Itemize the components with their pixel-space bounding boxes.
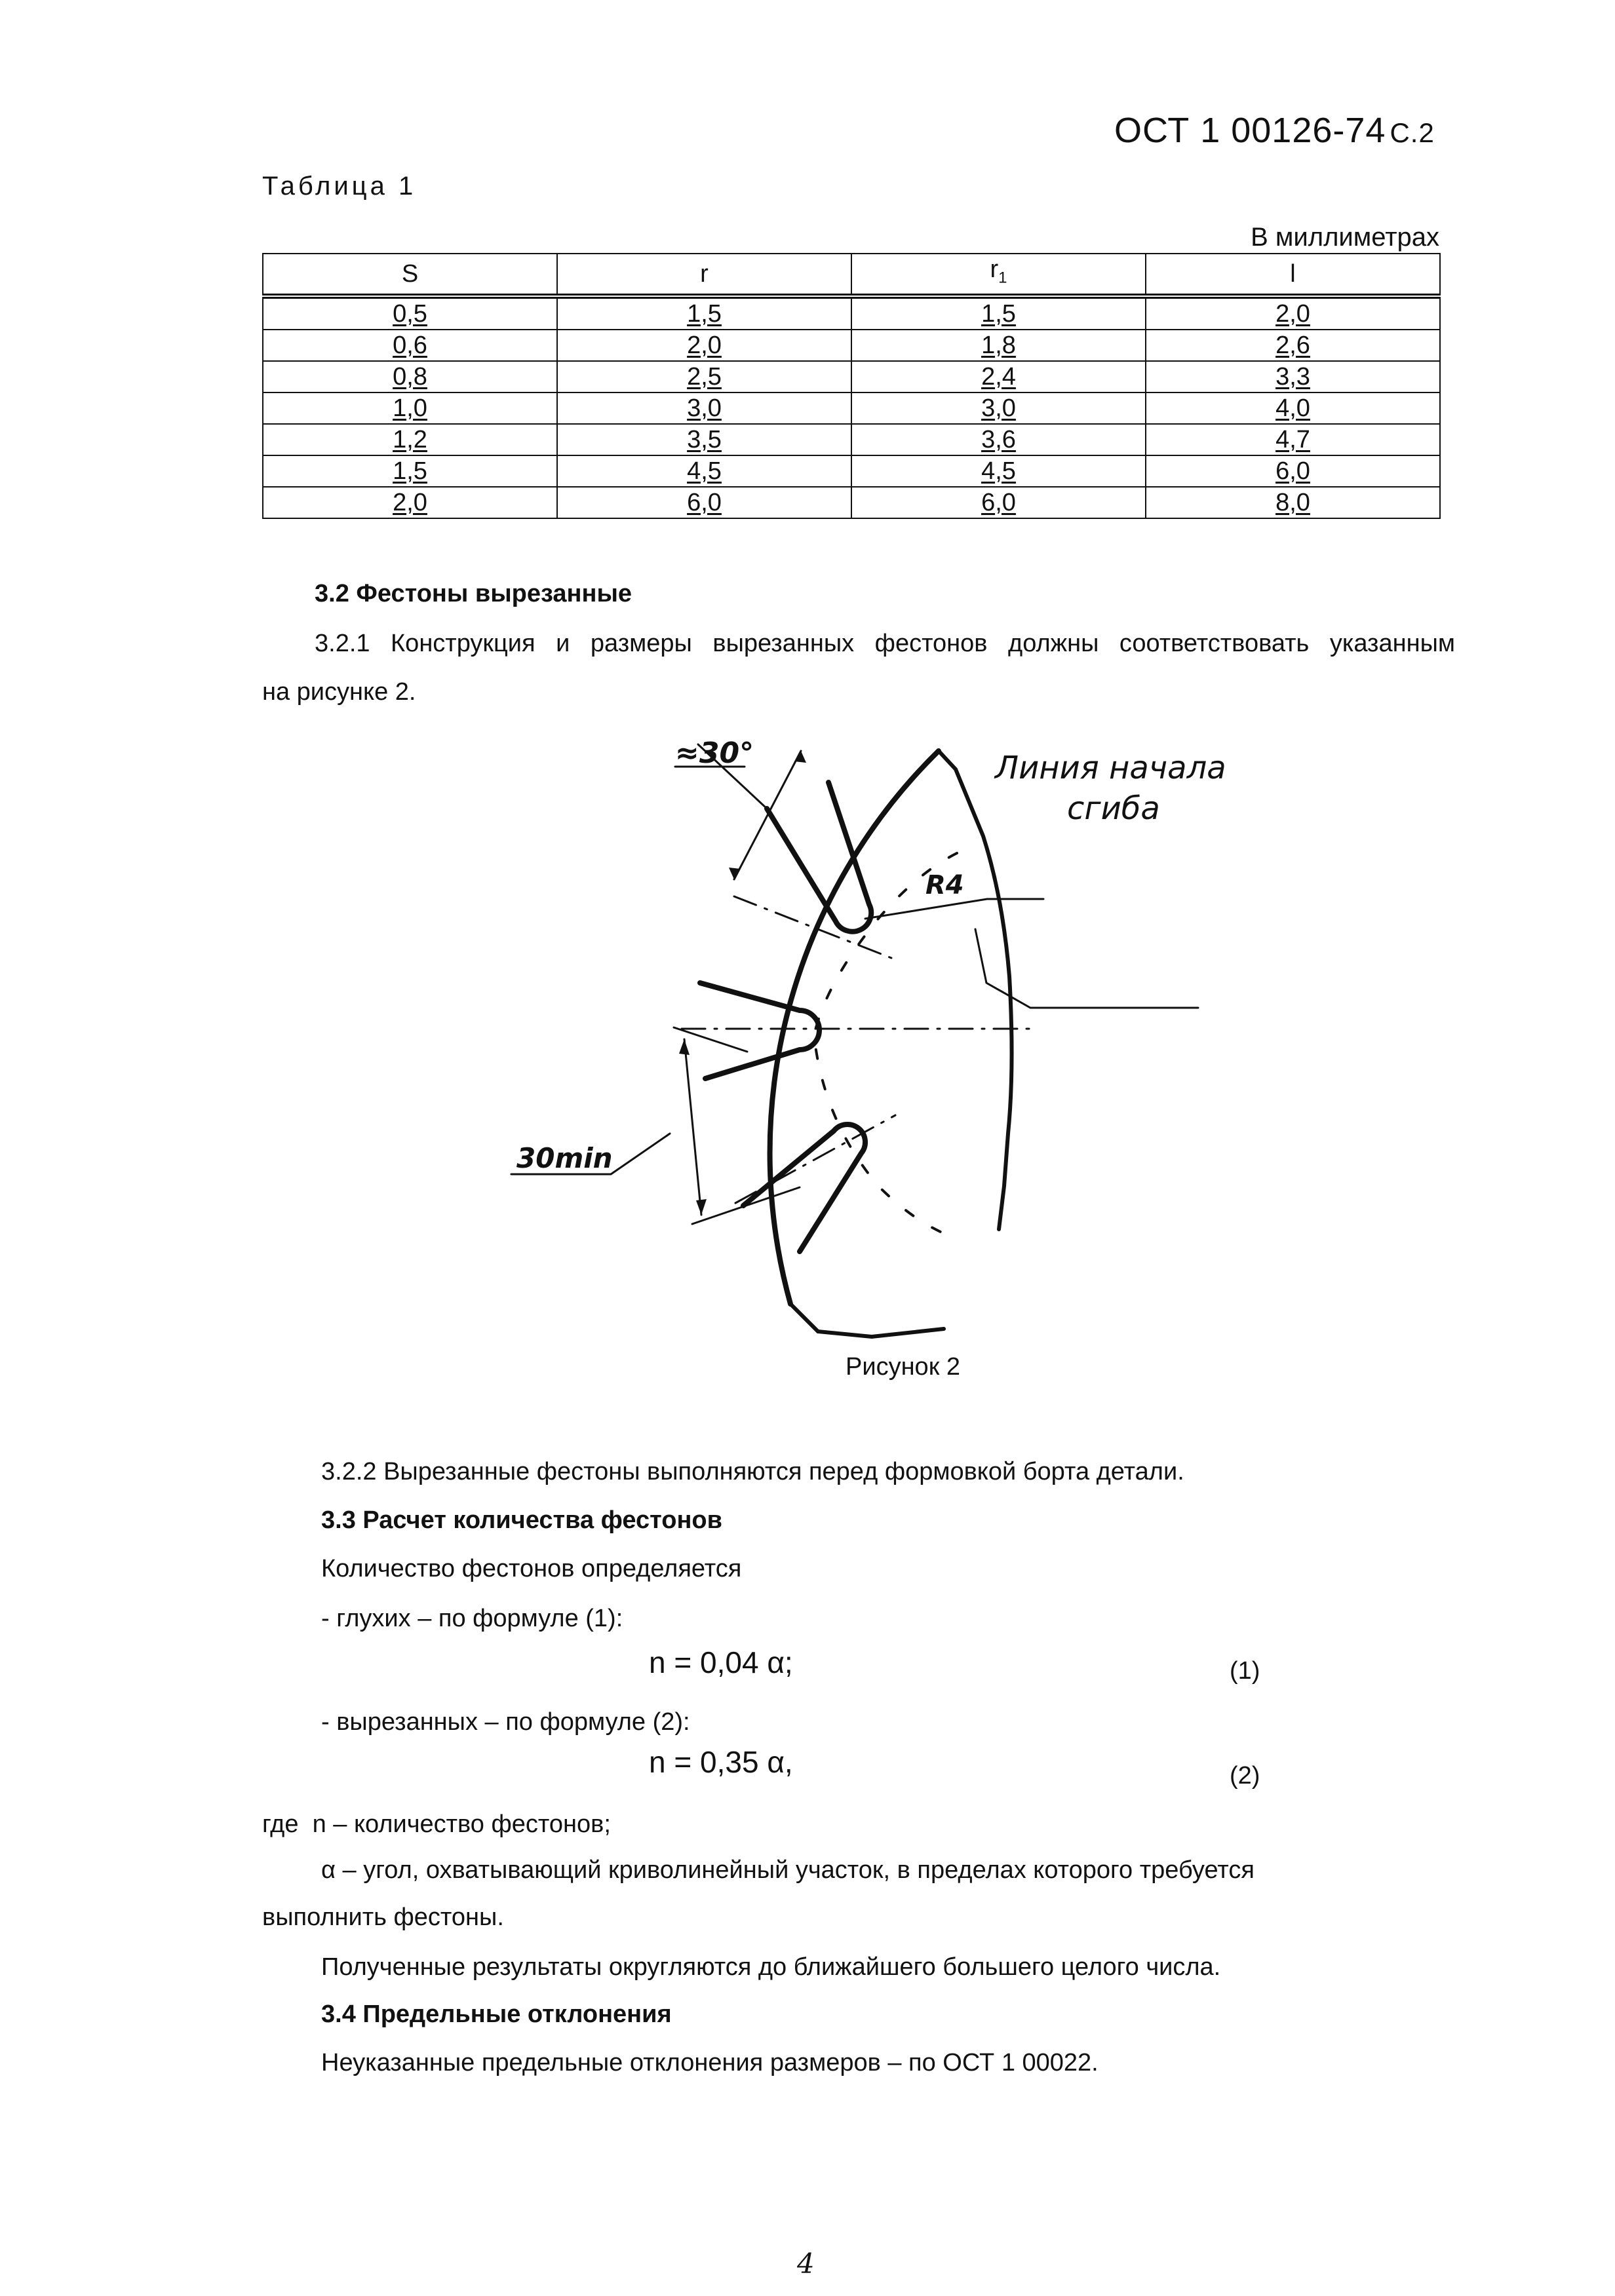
header-l: l — [1146, 254, 1440, 296]
table-cell: 4,5 — [851, 455, 1146, 487]
figure-caption: Рисунок 2 — [846, 1353, 961, 1381]
dim-arrow-top — [679, 1039, 690, 1055]
formula-1: n = 0,04 α; — [649, 1645, 793, 1679]
table-cell: 6,0 — [851, 487, 1146, 518]
table-cell: 0,8 — [263, 361, 557, 392]
table-cell: 3,0 — [851, 392, 1146, 424]
cut-formula-intro: - вырезанных – по формуле (2): — [321, 1708, 690, 1736]
dim-arrow-bottom — [696, 1199, 707, 1215]
where-n: где n – количество фестонов; — [262, 1810, 611, 1838]
table-cell: 1,0 — [263, 392, 557, 424]
document-header — [1114, 110, 1435, 151]
paragraph-3-2-1-line2: на рисунке 2. — [262, 678, 416, 706]
angle-extension — [734, 751, 801, 879]
section-3-2-heading: 3.2 Фестоны вырезанные — [315, 580, 632, 607]
r4-leader — [865, 899, 1043, 919]
table-cell: 4,7 — [1146, 424, 1440, 455]
bend-line-label-1: Линия начала — [995, 750, 1226, 786]
table-title: Таблица 1 — [262, 172, 417, 201]
table-cell: 2,0 — [1146, 296, 1440, 330]
table-cell: 1,2 — [263, 424, 557, 455]
table-cell: 2,4 — [851, 361, 1146, 392]
angle-arrow-a — [729, 868, 741, 879]
header-r1-sub: 1 — [998, 269, 1007, 287]
header-s: S — [263, 254, 557, 296]
outer-arc — [770, 751, 939, 1304]
table-cell: 4,0 — [1146, 392, 1440, 424]
table-header-row — [263, 254, 1440, 296]
formula-1-number: (1) — [1230, 1657, 1260, 1685]
table-body — [263, 296, 1440, 518]
table-cell: 2,5 — [557, 361, 851, 392]
page-label: С.2 — [1390, 117, 1435, 148]
table-row — [263, 424, 1440, 455]
angle-arrow-b — [794, 751, 806, 763]
table-cell: 4,5 — [557, 455, 851, 487]
formula-2-number: (2) — [1230, 1762, 1260, 1789]
unspecified-deviations: Неуказанные предельные отклонения размеров – по ОСТ 1 00022. — [321, 2049, 1099, 2076]
table-cell: 6,0 — [557, 487, 851, 518]
alpha-definition-line1: α – угол, охватывающий криволинейный участок, в пределах которого требуется — [321, 1856, 1255, 1884]
count-intro: Количество фестонов определяется — [321, 1555, 742, 1582]
table-cell: 1,5 — [557, 296, 851, 330]
table-cell: 2,0 — [263, 487, 557, 518]
doc-code: ОСТ 1 00126-74 — [1114, 111, 1386, 150]
table-cell: 8,0 — [1146, 487, 1440, 518]
table-cell: 1,8 — [851, 330, 1146, 361]
section-3-3-heading: 3.3 Расчет количества фестонов — [321, 1506, 723, 1534]
table-row — [263, 296, 1440, 330]
table-cell: 2,0 — [557, 330, 851, 361]
header-r1-base: r — [990, 256, 999, 283]
table-units: В миллиметрах — [1251, 223, 1439, 252]
table-cell: 1,5 — [263, 455, 557, 487]
table-cell: 3,3 — [1146, 361, 1440, 392]
bend-line-label-2: сгиба — [1067, 790, 1160, 827]
bend-line-arc — [814, 853, 957, 1238]
header-r: r — [557, 254, 851, 296]
bottom-slot — [743, 1124, 865, 1252]
min-label: 30min — [516, 1142, 613, 1174]
table-cell: 1,5 — [851, 296, 1146, 330]
blind-formula-intro: - глухих – по формуле (1): — [321, 1605, 623, 1632]
figure-2-drawing — [459, 727, 1226, 1350]
rounding-rule: Полученные результаты округляются до ближайшего большего целого числа. — [321, 1953, 1221, 1981]
table-cell: 3,0 — [557, 392, 851, 424]
radius-label: R4 — [925, 870, 964, 900]
table-cell: 3,6 — [851, 424, 1146, 455]
table-cell: 0,6 — [263, 330, 557, 361]
middle-slot — [700, 983, 819, 1079]
bottom-boundary — [790, 1304, 944, 1337]
table-cell: 6,0 — [1146, 455, 1440, 487]
table-row — [263, 392, 1440, 424]
table-row — [263, 330, 1440, 361]
paragraph-3-2-1-line1: 3.2.1 Конструкция и размеры вырезанных фестонов должны соответствовать указанным — [315, 630, 1455, 657]
table-cell: 0,5 — [263, 296, 557, 330]
data-table — [262, 253, 1441, 519]
table-row — [263, 361, 1440, 392]
table-row — [263, 487, 1440, 518]
alpha-definition-line2: выполнить фестоны. — [262, 1904, 504, 1931]
header-r1 — [851, 254, 1146, 296]
dim-line — [684, 1039, 701, 1215]
top-slot — [767, 782, 871, 932]
dim-ext-bottom — [692, 1187, 800, 1224]
section-3-4-heading: 3.4 Предельные отклонения — [321, 2000, 672, 2028]
table-cell: 3,5 — [557, 424, 851, 455]
angle-label: ≈30° — [675, 737, 754, 770]
paragraph-3-2-2: 3.2.2 Вырезанные фестоны выполняются перед формовкой борта детали. — [321, 1458, 1184, 1485]
table-cell: 2,6 — [1146, 330, 1440, 361]
table-row — [263, 455, 1440, 487]
page-number: 4 — [797, 2248, 815, 2280]
formula-2: n = 0,35 α, — [649, 1745, 793, 1779]
